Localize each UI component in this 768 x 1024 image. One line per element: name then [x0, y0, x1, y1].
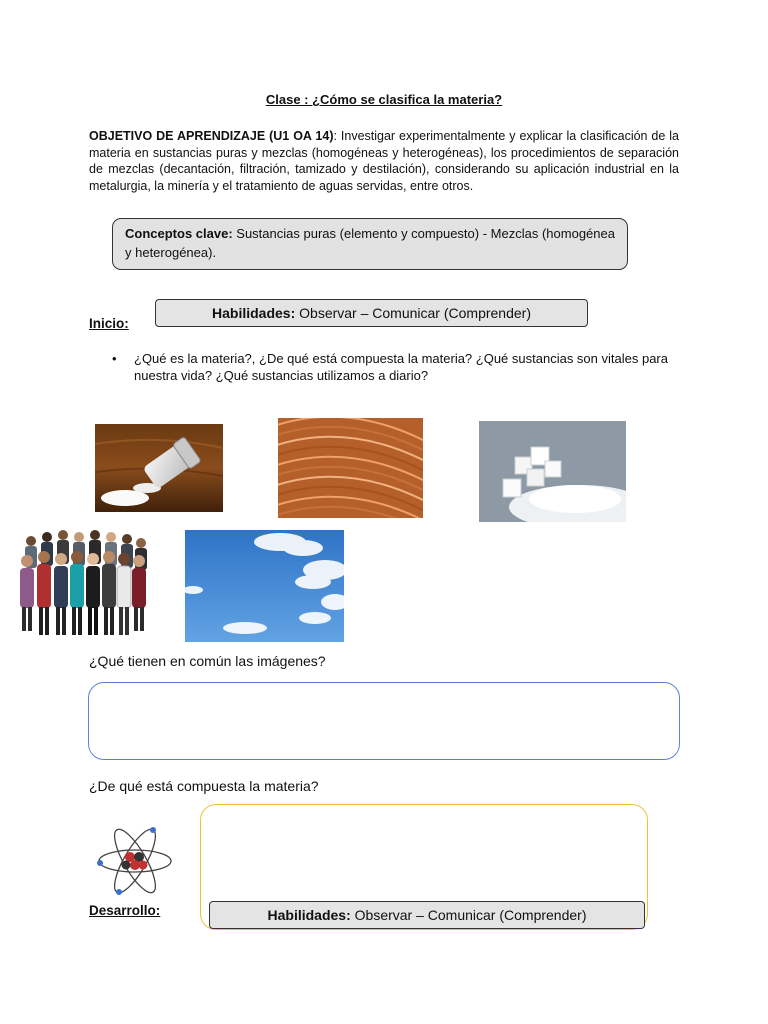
key-concepts-box [112, 218, 628, 270]
bullet-dot: • [112, 351, 117, 366]
skills-label: Habilidades: [267, 907, 351, 923]
intro-question-text: ¿Qué es la materia?, ¿De qué está compuesta la materia? ¿Qué sustancias son vitales para nuestra vida? ¿Qué sustancias utilizamos a diario? [134, 351, 668, 383]
inicio-skills-box [155, 299, 588, 327]
learning-objective [89, 128, 679, 194]
atom-icon [95, 824, 175, 898]
skills-label: Habilidades: [212, 305, 296, 321]
skills-text: Observar – Comunicar (Comprender) [350, 907, 587, 923]
answer-box-common-images[interactable] [88, 682, 680, 760]
question-matter-composition: ¿De qué está compuesta la materia? [89, 778, 319, 794]
skills-text: Observar – Comunicar (Comprender) [295, 305, 531, 321]
inicio-label: Inicio: [89, 316, 129, 331]
copper-wire-image [278, 418, 423, 518]
blue-sky-image [185, 530, 344, 642]
desarrollo-skills-box [209, 901, 645, 929]
desarrollo-label: Desarrollo: [89, 903, 161, 918]
objective-text: : Investigar experimentalmente y explicar la clasificación de la materia en sustancias puras y mezclas (homogéneas y heterogéneas), los procedimientos de separación de mezclas (decantación, filtración, tamizado y destilación), considerando su aplicación industrial en la metalurgia, la minería y el tratamiento de aguas servidas, entre otros. [89, 129, 679, 193]
intro-questions [112, 350, 680, 384]
question-common-images: ¿Qué tienen en común las imágenes? [89, 653, 326, 669]
group-of-people-image [17, 527, 150, 642]
page-title: Clase : ¿Cómo se clasifica la materia? [265, 92, 503, 107]
sugar-cubes-image [479, 421, 626, 522]
salt-shaker-image [95, 424, 223, 512]
objective-label: OBJETIVO DE APRENDIZAJE (U1 OA 14) [89, 129, 334, 143]
concepts-label: Conceptos clave: [125, 226, 233, 241]
concepts-text: Sustancias puras (elemento y compuesto) - Mezclas (homogénea y heterogénea). [125, 226, 615, 260]
